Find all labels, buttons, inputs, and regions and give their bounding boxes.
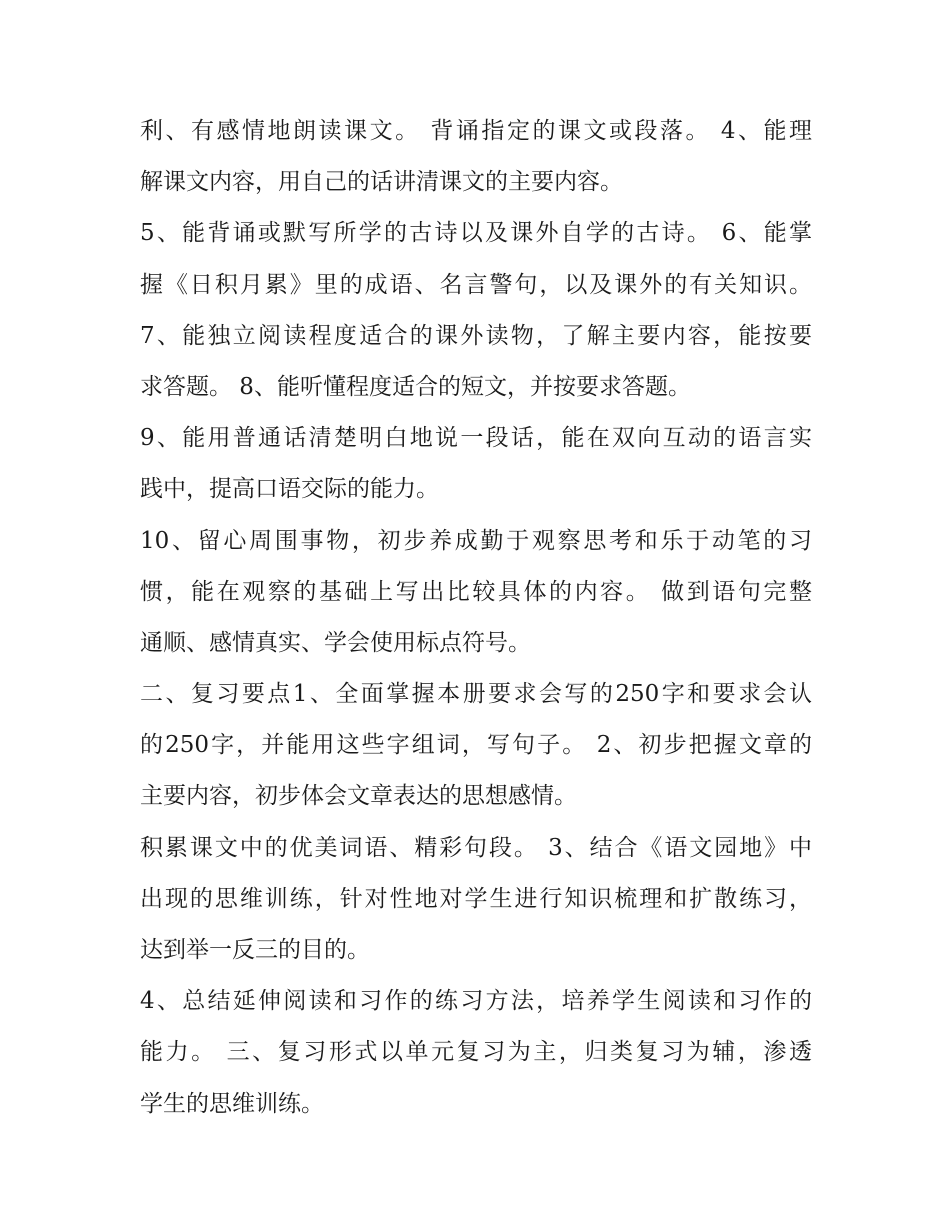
text-line: 学生的思维训练。 (140, 1090, 324, 1117)
text-line: 7、能独立阅读程度适合的课外读物，了解主要内容，能按要 (140, 322, 812, 349)
text-line: 利、有感情地朗读课文。 背诵指定的课文或段落。 4、能理 (140, 118, 812, 144)
text-line: 积累课文中的优美词语、精彩句段。 3、结合《语文园地》中 (140, 834, 812, 861)
text-line: 惯，能在观察的基础上写出比较具体的内容。 做到语句完整 (140, 578, 812, 605)
text-line: 5、能背诵或默写所学的古诗以及课外自学的古诗。 6、能掌 (140, 220, 812, 247)
text-line: 通顺、感情真实、学会使用标点符号。 (140, 629, 531, 656)
text-line: 4、总结延伸阅读和习作的练习方法，培养学生阅读和习作的 (140, 988, 812, 1015)
document-body (140, 106, 812, 1130)
text-line: 二、复习要点1、全面掌握本册要求会写的250字和要求会认 (140, 681, 812, 708)
text-line: 10、留心周围事物，初步养成勤于观察思考和乐于动笔的习 (140, 527, 812, 554)
text-line: 9、能用普通话清楚明白地说一段话，能在双向互动的语言实 (140, 425, 812, 452)
text-line: 践中，提高口语交际的能力。 (140, 476, 439, 503)
text-line: 达到举一反三的目的。 (140, 937, 370, 963)
text-line: 握《日积月累》里的成语、名言警句，以及课外的有关知识。 (140, 271, 812, 298)
text-line: 主要内容，初步体会文章表达的思想感情。 (140, 783, 577, 810)
text-line: 求答题。 8、能听懂程度适合的短文，并按要求答题。 (140, 373, 691, 400)
text-line: 的250字，并能用这些字组词，写句子。 2、初步把握文章的 (140, 732, 812, 759)
text-line: 能力。 三、复习形式以单元复习为主，归类复习为辅，渗透 (140, 1039, 812, 1066)
text-line: 出现的思维训练，针对性地对学生进行知识梳理和扩散练习， (140, 885, 812, 912)
text-line: 解课文内容，用自己的话讲清课文的主要内容。 (140, 169, 623, 196)
